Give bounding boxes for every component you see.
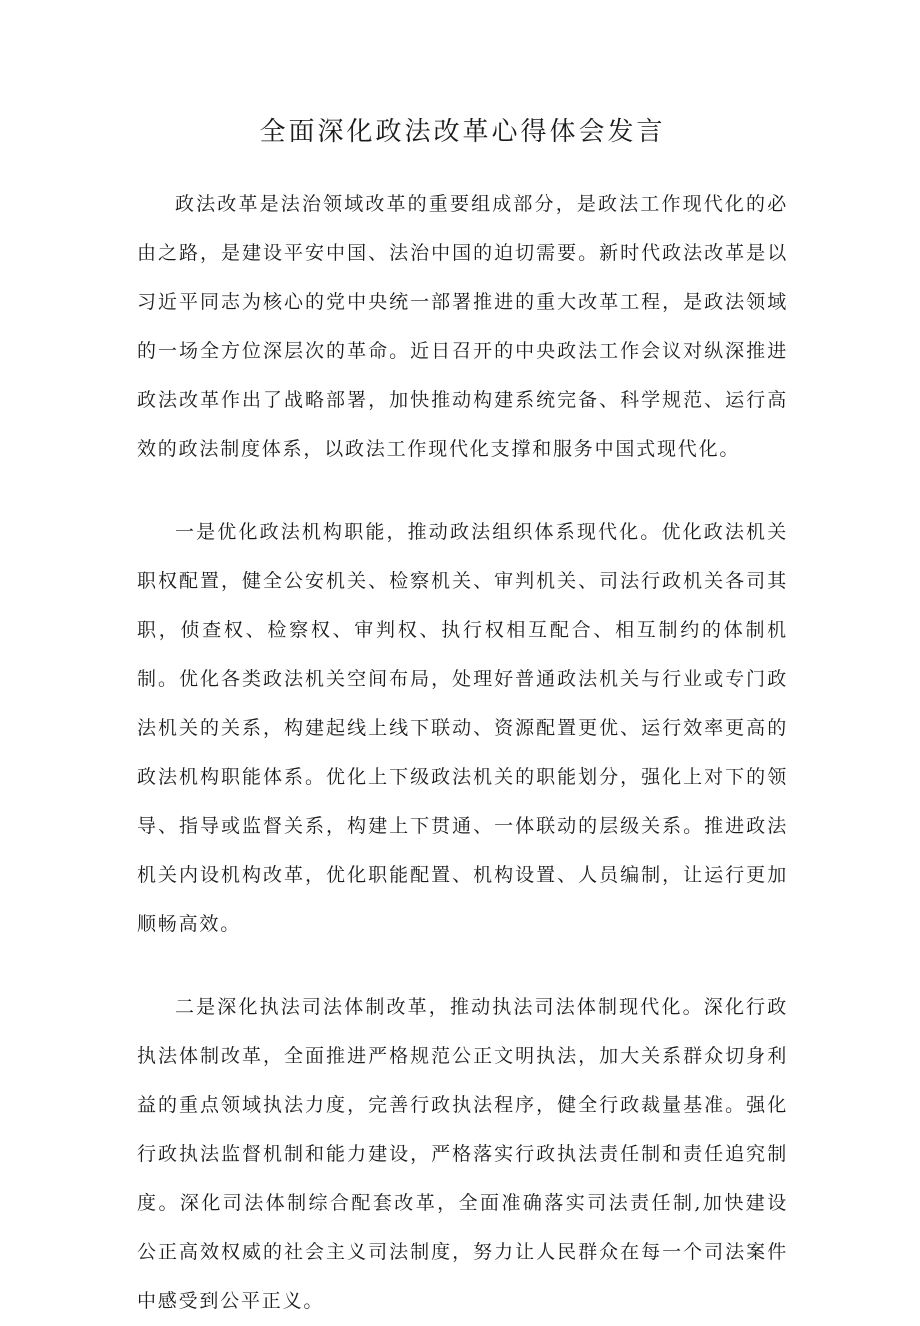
paragraph-intro: 政法改革是法治领域改革的重要组成部分，是政法工作现代化的必由之路，是建设平安中国、法治中国的迫切需要。新时代政法改革是以习近平同志为核心的党中央统一部署推进的重大改革工程，是政法领域的一场全方位深层次的革命。近日召开的中央政法工作会议对纵深推进政法改革作出了战略部署，加快推动构建系统完备、科学规范、运行高效的政法制度体系，以政法工作现代化支撑和服务中国式现代化。 [137,193,788,460]
paragraph-point-two: 二是深化执法司法体制改革，推动执法司法体制现代化。深化行政执法体制改革，全面推进严格规范公正文明执法，加大关系群众切身利益的重点领域执法力度，完善行政执法程序，健全行政裁量基准。强化行政执法监督机制和能力建设，严格落实行政执法责任制和责任追究制度。深化司法体制综合配套改革，全面准确落实司法责任制,加快建设公正高效权威的社会主义司法制度，努力让人民群众在每一个司法案件中感受到公平正义。 [137,996,788,1312]
document-title: 全面深化政法改革心得体会发言 [259,117,666,147]
paragraph-point-one: 一是优化政法机构职能，推动政法组织体系现代化。优化政法机关职权配置，健全公安机关、检察机关、审判机关、司法行政机关各司其职，侦查权、检察权、审判权、执行权相互配合、相互制约的体制机制。优化各类政法机关空间布局，处理好普通政法机关与行业或专门政法机关的关系，构建起线上线下联动、资源配置更优、运行效率更高的政法机构职能体系。优化上下级政法机关的职能划分，强化上对下的领导、指导或监督关系，构建上下贯通、一体联动的层级关系。推进政法机关内设机构改革，优化职能配置、机构设置、人员编制，让运行更加顺畅高效。 [137,521,788,935]
